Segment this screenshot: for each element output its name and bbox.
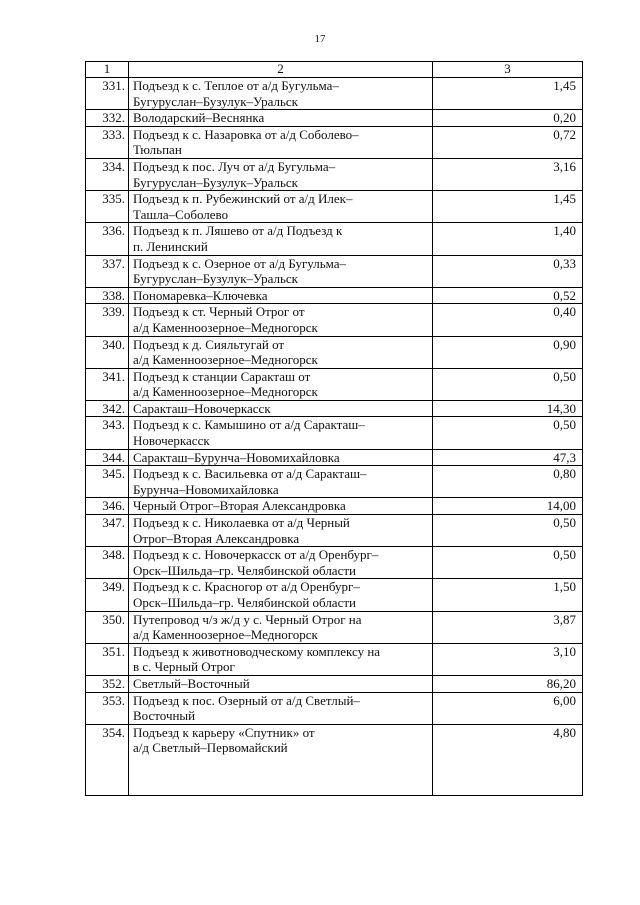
road-name — [129, 126, 433, 158]
road-name-line: Бугуруслан–Бузулук–Уральск — [133, 93, 298, 109]
road-name — [129, 368, 433, 400]
road-name — [129, 158, 433, 190]
table-row — [86, 336, 583, 368]
road-length: 0,20 — [433, 110, 583, 127]
table-row — [86, 78, 583, 110]
table-body — [86, 78, 583, 796]
road-name-line: Черный Отрог–Вторая Александровка — [133, 498, 346, 514]
row-number: 345. — [86, 466, 129, 498]
row-number: 347. — [86, 515, 129, 547]
road-name-line: Подъезд к с. Васильевка от а/д Саракташ– — [133, 466, 367, 482]
road-length: 86,20 — [433, 675, 583, 692]
table-row — [86, 547, 583, 579]
road-name-line: Орск–Шильда–гр. Челябинской области — [133, 562, 356, 578]
road-name-line: Подъезд к с. Красногор от а/д Оренбург– — [133, 579, 360, 595]
column-header-number: 1 — [86, 62, 129, 78]
road-name-line: а/д Каменноозерное–Медногорск — [133, 627, 318, 643]
road-name-line: Подъезд к с. Николаевка от а/д Черный — [133, 515, 350, 531]
road-length: 0,50 — [433, 417, 583, 449]
table-row — [86, 643, 583, 675]
road-name — [129, 547, 433, 579]
table-row — [86, 191, 583, 223]
roads-table — [85, 61, 583, 796]
row-number: 344. — [86, 449, 129, 466]
table-row — [86, 692, 583, 724]
road-name — [129, 692, 433, 724]
road-name-line: а/д Каменноозерное–Медногорск — [133, 352, 318, 368]
row-number: 341. — [86, 368, 129, 400]
road-length: 1,45 — [433, 78, 583, 110]
road-name — [129, 78, 433, 110]
row-number: 353. — [86, 692, 129, 724]
road-name — [129, 498, 433, 515]
road-name — [129, 417, 433, 449]
table-row — [86, 417, 583, 449]
table-row — [86, 724, 583, 795]
table-row — [86, 611, 583, 643]
road-length: 0,33 — [433, 255, 583, 287]
road-name — [129, 400, 433, 417]
road-name — [129, 515, 433, 547]
road-name-line: п. Ленинский — [133, 238, 208, 254]
road-length: 0,72 — [433, 126, 583, 158]
road-name-line: Саракташ–Новочеркасск — [133, 400, 271, 416]
road-name-line: а/д Каменноозерное–Медногорск — [133, 384, 318, 400]
road-length: 6,00 — [433, 692, 583, 724]
row-number: 352. — [86, 675, 129, 692]
road-name — [129, 449, 433, 466]
road-name — [129, 724, 433, 795]
road-name-line: Подъезд к станции Саракташ от — [133, 368, 311, 384]
road-name-line: Отрог–Вторая Александровка — [133, 530, 300, 546]
road-length: 4,80 — [433, 724, 583, 795]
road-name-line: Бугуруслан–Бузулук–Уральск — [133, 174, 298, 190]
row-number: 343. — [86, 417, 129, 449]
row-number: 348. — [86, 547, 129, 579]
road-name-line: Тюльпан — [133, 142, 182, 158]
column-header-length: 3 — [433, 62, 583, 78]
road-name-line: а/д Светлый–Первомайский — [133, 740, 288, 756]
table-row — [86, 304, 583, 336]
road-length: 1,40 — [433, 223, 583, 255]
page-number: 17 — [314, 33, 326, 45]
road-name — [129, 287, 433, 304]
table-row — [86, 400, 583, 417]
road-name — [129, 304, 433, 336]
row-number: 337. — [86, 255, 129, 287]
row-number: 340. — [86, 336, 129, 368]
road-length: 14,30 — [433, 400, 583, 417]
road-length: 0,40 — [433, 304, 583, 336]
row-number: 333. — [86, 126, 129, 158]
row-number: 335. — [86, 191, 129, 223]
road-length: 3,16 — [433, 158, 583, 190]
road-length: 3,10 — [433, 643, 583, 675]
road-name — [129, 611, 433, 643]
road-name — [129, 191, 433, 223]
road-name-line: Подъезд к с. Камышино от а/д Саракташ– — [133, 417, 365, 433]
road-name-line: Подъезд к д. Сияльтугай от — [133, 336, 285, 352]
road-name-line: а/д Каменноозерное–Медногорск — [133, 319, 318, 335]
row-number: 354. — [86, 724, 129, 795]
road-length: 0,90 — [433, 336, 583, 368]
road-name-line: Восточный — [133, 708, 196, 724]
road-length: 47,3 — [433, 449, 583, 466]
road-name-line: Бурунча–Новомихайловка — [133, 481, 279, 497]
road-name — [129, 643, 433, 675]
table-row — [86, 449, 583, 466]
table-row — [86, 223, 583, 255]
row-number: 336. — [86, 223, 129, 255]
row-number: 331. — [86, 78, 129, 110]
table-row — [86, 126, 583, 158]
road-name-line: Светлый–Восточный — [133, 675, 250, 691]
table-header-row — [86, 62, 583, 78]
row-number: 338. — [86, 287, 129, 304]
table-row — [86, 579, 583, 611]
road-name-line: Подъезд к карьеру «Спутник» от — [133, 724, 315, 740]
road-name-line: Орск–Шильда–гр. Челябинской области — [133, 595, 356, 610]
road-name-line: Подъезд к пос. Озерный от а/д Светлый– — [133, 692, 360, 708]
row-number: 350. — [86, 611, 129, 643]
road-name-line: Подъезд к п. Рубежинский от а/д Илек– — [133, 191, 353, 207]
road-name-line: Подъезд к п. Ляшево от а/д Подъезд к — [133, 223, 343, 239]
road-name — [129, 223, 433, 255]
column-header-name: 2 — [129, 62, 433, 78]
road-name-line: Подъезд к с. Озерное от а/д Бугульма– — [133, 255, 347, 271]
road-name-line: Подъезд к с. Теплое от а/д Бугульма– — [133, 78, 339, 93]
road-length: 1,50 — [433, 579, 583, 611]
road-name-line: Володарский–Веснянка — [133, 110, 265, 126]
road-name-line: в с. Черный Отрог — [133, 659, 235, 675]
table-row — [86, 675, 583, 692]
table-row — [86, 158, 583, 190]
road-name-line: Подъезд к пос. Луч от а/д Бугульма– — [133, 158, 336, 174]
road-name-line: Подъезд к животноводческому комплексу на — [133, 643, 381, 659]
table-row — [86, 466, 583, 498]
road-length: 0,50 — [433, 368, 583, 400]
road-name — [129, 579, 433, 611]
road-name-line: Путепровод ч/з ж/д у с. Черный Отрог на — [133, 611, 362, 627]
road-name — [129, 675, 433, 692]
road-length: 0,50 — [433, 547, 583, 579]
road-name — [129, 110, 433, 127]
road-name-line: Подъезд к ст. Черный Отрог от — [133, 304, 305, 320]
road-name-line: Ташла–Соболево — [133, 206, 229, 222]
road-length: 14,00 — [433, 498, 583, 515]
road-name-line: Пономаревка–Ключевка — [133, 287, 268, 303]
row-number: 342. — [86, 400, 129, 417]
table-row — [86, 368, 583, 400]
table-row — [86, 498, 583, 515]
row-number: 351. — [86, 643, 129, 675]
road-length: 1,45 — [433, 191, 583, 223]
table-row — [86, 255, 583, 287]
road-name — [129, 255, 433, 287]
road-length: 3,87 — [433, 611, 583, 643]
row-number: 334. — [86, 158, 129, 190]
road-length: 0,80 — [433, 466, 583, 498]
row-number: 332. — [86, 110, 129, 127]
row-number: 339. — [86, 304, 129, 336]
road-name-line: Новочеркасск — [133, 433, 210, 449]
road-name-line: Бугуруслан–Бузулук–Уральск — [133, 271, 298, 287]
road-name-line: Подъезд к с. Назаровка от а/д Соболево– — [133, 126, 359, 142]
road-length: 0,50 — [433, 515, 583, 547]
road-name — [129, 466, 433, 498]
road-length: 0,52 — [433, 287, 583, 304]
row-number: 346. — [86, 498, 129, 515]
table-row — [86, 515, 583, 547]
table-row — [86, 287, 583, 304]
road-name — [129, 336, 433, 368]
row-number: 349. — [86, 579, 129, 611]
road-name-line: Саракташ–Бурунча–Новомихайловка — [133, 449, 340, 465]
table-row — [86, 110, 583, 127]
road-name-line: Подъезд к с. Новочеркасск от а/д Оренбург– — [133, 547, 379, 563]
